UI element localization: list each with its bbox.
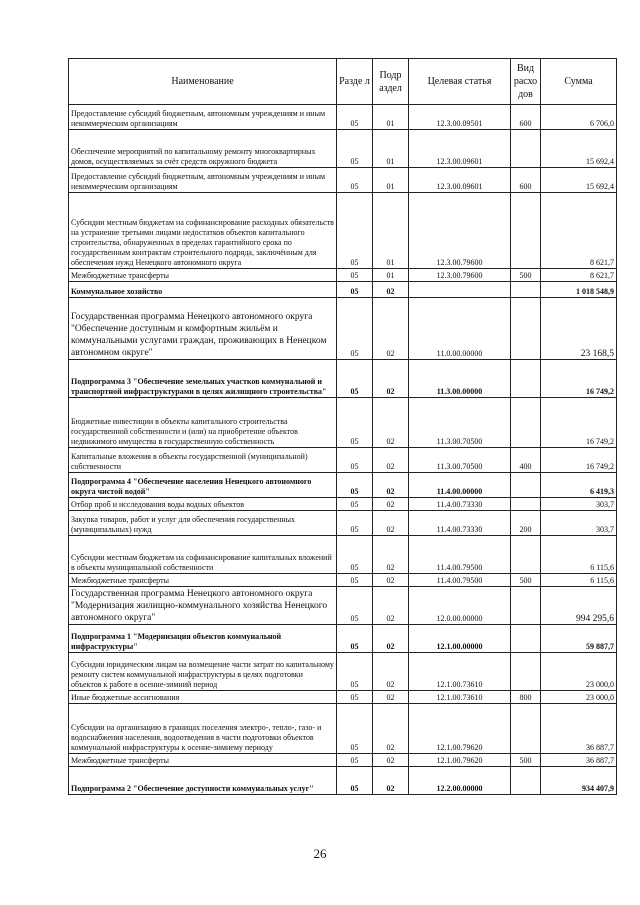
- row-sum: 15 692,4: [541, 168, 617, 193]
- table-row: [69, 168, 617, 193]
- row-target: 12.1.00.73610: [409, 653, 511, 691]
- row-subsection: 01: [373, 269, 409, 282]
- row-sum: 6 115,6: [541, 574, 617, 587]
- row-section: 05: [337, 298, 373, 360]
- row-section: 05: [337, 653, 373, 691]
- row-section: 05: [337, 448, 373, 473]
- row-type: [511, 587, 541, 625]
- table-row: [69, 360, 617, 398]
- row-name: Субсидии на организацию в границах поселения электро-, тепло-, газо- и водоснабжения населения, водоотведения в части подготовки объектов коммунальной инфраструктуры к осенне-зимнему периоду: [69, 704, 337, 754]
- row-sum: 303,7: [541, 511, 617, 536]
- row-name: Государственная программа Ненецкого автономного округа "Модернизация жилищно-коммунального хозяйства Ненецкого автономного округа": [69, 587, 337, 625]
- row-type: 200: [511, 511, 541, 536]
- row-section: 05: [337, 130, 373, 168]
- header-target: Целевая статья: [409, 59, 511, 105]
- row-section: 05: [337, 193, 373, 269]
- row-target: 12.3.00.09601: [409, 168, 511, 193]
- row-section: 05: [337, 704, 373, 754]
- row-target: [409, 282, 511, 298]
- row-type: [511, 360, 541, 398]
- table-row: [69, 691, 617, 704]
- row-sum: 6 419,3: [541, 473, 617, 498]
- row-name: Обеспечение мероприятий по капитальному ремонту многоквартирных домов, осуществляемых за счёт средств окружного бюджета: [69, 130, 337, 168]
- row-type: [511, 282, 541, 298]
- header-section: Разде л: [337, 59, 373, 105]
- row-target: 12.3.00.79600: [409, 193, 511, 269]
- table-row: [69, 473, 617, 498]
- table-row: [69, 105, 617, 130]
- table-row: [69, 587, 617, 625]
- table-row: [69, 448, 617, 473]
- header-row: [69, 59, 617, 105]
- row-subsection: 02: [373, 282, 409, 298]
- table-row: [69, 653, 617, 691]
- row-name: Иные бюджетные ассигнования: [69, 691, 337, 704]
- budget-table: [68, 58, 617, 795]
- row-type: [511, 498, 541, 511]
- table-row: [69, 298, 617, 360]
- row-subsection: 01: [373, 105, 409, 130]
- row-name: Субсидии юридическим лицам на возмещение части затрат по капитальному ремонту систем коммунальной инфраструктуры в целях подготовки объектов к работе в осенне-зимний период: [69, 653, 337, 691]
- row-name: Субсидии местным бюджетам на софинансирование капитальных вложений в объекты муниципальной собственности: [69, 536, 337, 574]
- row-subsection: 02: [373, 704, 409, 754]
- row-section: 05: [337, 574, 373, 587]
- row-type: 600: [511, 105, 541, 130]
- row-section: 05: [337, 511, 373, 536]
- row-type: [511, 704, 541, 754]
- row-target: 11.4.00.79500: [409, 574, 511, 587]
- row-subsection: 02: [373, 574, 409, 587]
- row-type: 400: [511, 448, 541, 473]
- table-row: [69, 269, 617, 282]
- row-name: Подпрограмма 2 "Обеспечение доступности коммунальных услуг": [69, 767, 337, 795]
- row-target: 12.1.00.00000: [409, 625, 511, 653]
- row-section: 05: [337, 691, 373, 704]
- row-sum: 16 749,2: [541, 360, 617, 398]
- row-type: [511, 398, 541, 448]
- row-section: 05: [337, 168, 373, 193]
- row-type: 500: [511, 574, 541, 587]
- row-subsection: 02: [373, 511, 409, 536]
- table-row: [69, 398, 617, 448]
- row-section: 05: [337, 587, 373, 625]
- table-row: [69, 130, 617, 168]
- row-sum: 36 887,7: [541, 704, 617, 754]
- row-sum: 16 749,2: [541, 398, 617, 448]
- row-section: 05: [337, 398, 373, 448]
- row-target: 12.3.00.09501: [409, 105, 511, 130]
- header-type: Вид расхо дов: [511, 59, 541, 105]
- row-subsection: 02: [373, 448, 409, 473]
- row-sum: 36 887,7: [541, 754, 617, 767]
- row-subsection: 02: [373, 625, 409, 653]
- row-type: [511, 625, 541, 653]
- row-section: 05: [337, 536, 373, 574]
- row-type: [511, 767, 541, 795]
- row-section: 05: [337, 269, 373, 282]
- row-type: [511, 536, 541, 574]
- row-name: Межбюджетные трансферты: [69, 269, 337, 282]
- row-name: Подпрограмма 1 "Модернизация объектов коммунальной инфраструктуры": [69, 625, 337, 653]
- row-type: 500: [511, 269, 541, 282]
- row-name: Предоставление субсидий бюджетным, автономным учреждениям и иным некоммерческим организациям: [69, 105, 337, 130]
- row-section: 05: [337, 360, 373, 398]
- row-name: Отбор проб и исследования воды водных объектов: [69, 498, 337, 511]
- row-name: Подпрограмма 3 "Обеспечение земельных участков коммунальной и транспортной инфраструктурами в целях жилищного строительства": [69, 360, 337, 398]
- row-subsection: 02: [373, 691, 409, 704]
- row-type: 600: [511, 168, 541, 193]
- row-subsection: 02: [373, 767, 409, 795]
- row-subsection: 01: [373, 168, 409, 193]
- table-row: [69, 574, 617, 587]
- row-name: Субсидии местным бюджетам на софинансирование расходных обязательств на устранение третьими лицами недостатков объектов капитального строительства, обнаруженных в пределах гарантийного срока по государственным контрактам строительного подряда, заключённым для обеспечения нужд Ненецкого автономного округа: [69, 193, 337, 269]
- row-sum: 23 168,5: [541, 298, 617, 360]
- row-sum: 303,7: [541, 498, 617, 511]
- row-target: 12.2.00.00000: [409, 767, 511, 795]
- row-name: Закупка товаров, работ и услуг для обеспечения государственных (муниципальных) нужд: [69, 511, 337, 536]
- row-target: 11.3.00.00000: [409, 360, 511, 398]
- row-target: 11.4.00.79500: [409, 536, 511, 574]
- page-number: 26: [313, 846, 327, 861]
- row-target: 11.4.00.00000: [409, 473, 511, 498]
- row-type: [511, 193, 541, 269]
- row-sum: 8 621,7: [541, 193, 617, 269]
- row-target: 11.3.00.70500: [409, 398, 511, 448]
- table-row: [69, 536, 617, 574]
- row-subsection: 01: [373, 130, 409, 168]
- row-sum: 6 115,6: [541, 536, 617, 574]
- row-section: 05: [337, 282, 373, 298]
- header-subsection: Подр аздел: [373, 59, 409, 105]
- row-section: 05: [337, 767, 373, 795]
- row-sum: 16 749,2: [541, 448, 617, 473]
- row-subsection: 02: [373, 360, 409, 398]
- row-subsection: 01: [373, 193, 409, 269]
- table-row: [69, 511, 617, 536]
- row-sum: 23 000,0: [541, 691, 617, 704]
- row-target: 11.4.00.73330: [409, 511, 511, 536]
- table-row: [69, 498, 617, 511]
- row-type: [511, 473, 541, 498]
- row-target: 11.4.00.73330: [409, 498, 511, 511]
- row-target: 12.1.00.79620: [409, 704, 511, 754]
- row-name: Коммунальное хозяйство: [69, 282, 337, 298]
- row-type: [511, 653, 541, 691]
- row-target: 12.3.00.79600: [409, 269, 511, 282]
- row-subsection: 02: [373, 473, 409, 498]
- table-body: [69, 105, 617, 795]
- table-row: [69, 767, 617, 795]
- row-sum: 59 887,7: [541, 625, 617, 653]
- row-sum: 23 000,0: [541, 653, 617, 691]
- row-subsection: 02: [373, 398, 409, 448]
- row-section: 05: [337, 754, 373, 767]
- row-subsection: 02: [373, 587, 409, 625]
- row-sum: 8 621,7: [541, 269, 617, 282]
- row-section: 05: [337, 473, 373, 498]
- row-section: 05: [337, 105, 373, 130]
- row-subsection: 02: [373, 653, 409, 691]
- table-row: [69, 754, 617, 767]
- row-target: 11.3.00.70500: [409, 448, 511, 473]
- row-section: 05: [337, 625, 373, 653]
- row-sum: 6 706,0: [541, 105, 617, 130]
- row-type: [511, 130, 541, 168]
- row-target: 11.0.00.00000: [409, 298, 511, 360]
- row-type: 500: [511, 754, 541, 767]
- row-sum: 934 407,9: [541, 767, 617, 795]
- row-name: Бюджетные инвестиции в объекты капитального строительства государственной собственности и (или) на приобретение объектов недвижимого имущества в государственную собственность: [69, 398, 337, 448]
- table-row: [69, 282, 617, 298]
- row-sum: 994 295,6: [541, 587, 617, 625]
- row-section: 05: [337, 498, 373, 511]
- row-sum: 1 018 548,9: [541, 282, 617, 298]
- row-target: 12.1.00.79620: [409, 754, 511, 767]
- row-name: Государственная программа Ненецкого автономного округа "Обеспечение доступным и комфортным жильём и коммунальными услугами граждан, проживающих в Ненецком автономном округе": [69, 298, 337, 360]
- row-type: 800: [511, 691, 541, 704]
- table-row: [69, 625, 617, 653]
- header-sum: Сумма: [541, 59, 617, 105]
- row-name: Предоставление субсидий бюджетным, автономным учреждениям и иным некоммерческим организациям: [69, 168, 337, 193]
- row-subsection: 02: [373, 298, 409, 360]
- row-name: Подпрограмма 4 "Обеспечение населения Ненецкого автономного округа чистой водой": [69, 473, 337, 498]
- table-row: [69, 704, 617, 754]
- row-target: 12.0.00.00000: [409, 587, 511, 625]
- row-subsection: 02: [373, 754, 409, 767]
- row-name: Межбюджетные трансферты: [69, 754, 337, 767]
- budget-table-container: [68, 58, 616, 795]
- header-name: Наименование: [69, 59, 337, 105]
- table-row: [69, 193, 617, 269]
- row-sum: 15 692,4: [541, 130, 617, 168]
- row-type: [511, 298, 541, 360]
- row-subsection: 02: [373, 536, 409, 574]
- row-target: 12.3.00.09601: [409, 130, 511, 168]
- row-name: Капитальные вложения в объекты государственной (муниципальной) собственности: [69, 448, 337, 473]
- row-target: 12.1.00.73610: [409, 691, 511, 704]
- row-subsection: 02: [373, 498, 409, 511]
- row-name: Межбюджетные трансферты: [69, 574, 337, 587]
